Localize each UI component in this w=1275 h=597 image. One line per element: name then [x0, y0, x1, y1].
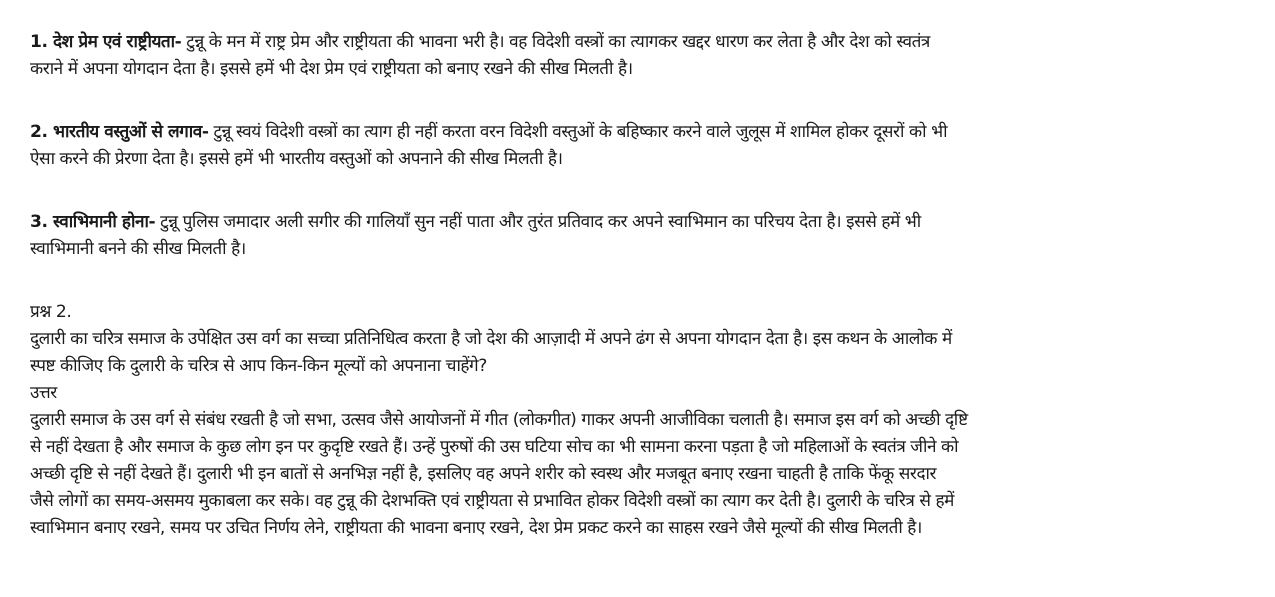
point-2-heading: 2. भारतीय वस्तुओं से लगाव- — [30, 122, 209, 142]
point-1-paragraph — [30, 29, 1275, 83]
point-3-heading: 3. स्वाभिमानी होना- — [30, 212, 156, 232]
point-2-line-2: ऐसा करने की प्रेरणा देता है। इससे हमें भी भारतीय वस्तुओं को अपनाने की सीख मिलती है। — [30, 149, 563, 169]
point-3-line-2: स्वाभिमानी बनने की सीख मिलती है। — [30, 239, 246, 259]
point-3-line-1 — [30, 209, 1275, 236]
point-2-text-1: टुन्नू स्वयं विदेशी वस्त्रों का त्याग ही नहीं करता वरन विदेशी वस्तुओं के बहिष्कार करने वाले जुलूस में शामिल होकर दूसरों को भी — [208, 122, 948, 142]
answer-line-2: से नहीं देखता है और समाज के कुछ लोग इन पर कुदृष्टि रखते हैं। उन्हें पुरुषों की उस घटिया सोच का भी सामना करना पड़ता है जो महिलाओं के स्वतंत्र जीने को — [30, 437, 959, 457]
point-1-text-1: टुन्नू के मन में राष्ट्र प्रेम और राष्ट्रीयता की भावना भरी है। वह विदेशी वस्त्रों का त्यागकर खद्दर धारण कर लेता है और देश को स्वतंत्र — [181, 32, 930, 52]
question-line-1: दुलारी का चरित्र समाज के उपेक्षित उस वर्ग का सच्चा प्रतिनिधित्व करता है जो देश की आज़ादी में अपने ढंग से अपना योगदान देता है। इस कथन के आलोक में — [30, 329, 952, 349]
point-2-line-1 — [30, 119, 1275, 146]
answer-line-5: स्वाभिमान बनाए रखने, समय पर उचित निर्णय लेने, राष्ट्रीयता की भावना बनाए रखने, देश प्रेम प्रकट करने का साहस रखने जैसे मूल्यों की सीख मिलती है। — [30, 518, 922, 538]
point-1-line-1 — [30, 29, 1275, 56]
point-2-paragraph — [30, 119, 1275, 173]
point-1-heading: 1. देश प्रेम एवं राष्ट्रीयता- — [30, 32, 182, 52]
point-3-paragraph — [30, 209, 1275, 263]
question-label: प्रश्न 2. — [30, 302, 72, 322]
answer-line-1: दुलारी समाज के उस वर्ग से संबंध रखती है जो सभा, उत्सव जैसे आयोजनों में गीत (लोकगीत) गाकर अपनी आजीविका चलाती है। समाज इस वर्ग को अच्छी दृष्टि — [30, 410, 968, 430]
answer-label: उत्तर — [30, 383, 57, 403]
answer-line-4: जैसे लोगों का समय-असमय मुकाबला कर सके। वह टुन्नू की देशभक्ति एवं राष्ट्रीयता से प्रभावित होकर विदेशी वस्त्रों का त्याग कर देती है। दुलारी के चरित्र से हमें — [30, 491, 954, 511]
answer-line-3: अच्छी दृष्टि से नहीं देखते हैं। दुलारी भी इन बातों से अनभिज्ञ नहीं है, इसलिए वह अपने शरीर को स्वस्थ और मजबूत बनाए रखना चाहती है ताकि फेंकू सरदार — [30, 464, 937, 484]
question-block — [30, 299, 1275, 542]
document-body — [30, 29, 1275, 542]
point-3-text-1: टुन्नू पुलिस जमादार अली सगीर की गालियाँ सुन नहीं पाता और तुरंत प्रतिवाद कर अपने स्वाभिमान का परिचय देता है। इससे हमें भी — [155, 212, 921, 232]
point-1-line-2: कराने में अपना योगदान देता है। इससे हमें भी देश प्रेम एवं राष्ट्रीयता को बनाए रखने की सीख मिलती है। — [30, 59, 633, 79]
question-line-2: स्पष्ट कीजिए कि दुलारी के चरित्र से आप किन-किन मूल्यों को अपनाना चाहेंगे? — [30, 356, 487, 376]
